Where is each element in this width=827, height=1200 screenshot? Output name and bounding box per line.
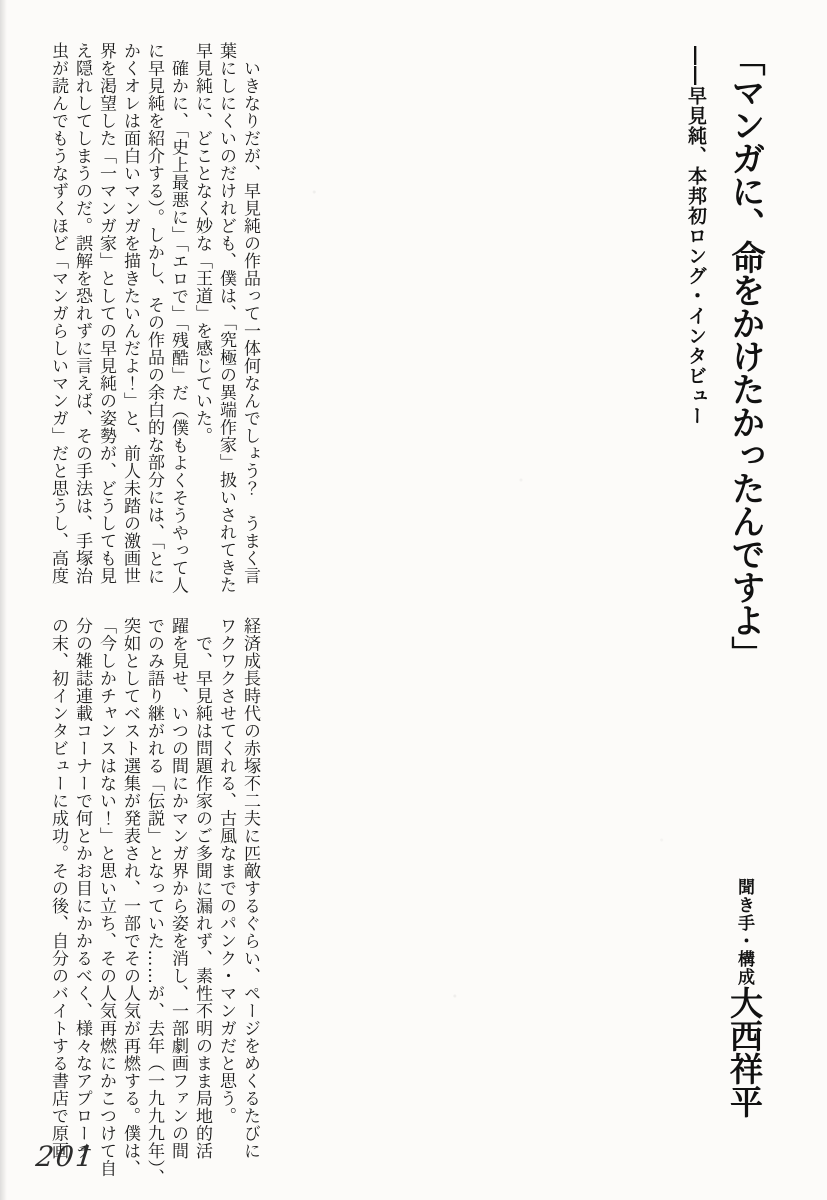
text-column-line: 確かに、「史上最悪に」「エロで」「残酷」だ（僕もよくそうやって人 xyxy=(168,42,188,594)
intro-text-block-upper xyxy=(46,42,262,594)
interviewer-credit xyxy=(721,878,768,1118)
text-column-line: の末、初インタビューに成功。その後、自分のバイトする書店で原画 xyxy=(48,617,68,1160)
text-column-line: 葉にしにくいのだけれども、僕は、「究極の異端作家」扱いされてきた xyxy=(216,42,236,594)
credit-role: 聞き手・構成 xyxy=(734,878,754,986)
credit-name: 大西祥平 xyxy=(725,986,764,1118)
text-column-line: ワクワクさせてくれる、古風なまでのパンク・マンガだと思う。 xyxy=(216,617,236,1125)
article-subtitle: ――早見純、本邦初ロング・インタビュー xyxy=(685,46,707,426)
article-title: 「マンガに、命をかけたかったんですよ」 xyxy=(725,42,765,669)
text-column-line: 躍を見せ、いつの間にかマンガ界から姿を消し、一部劇画ファンの間 xyxy=(168,617,188,1160)
text-column-line: 「今しかチャンスはない！」と思い立ち、その人気再燃にかこつけて自 xyxy=(96,617,116,1177)
text-column-line: に早見純を紹介する）。しかし、その作品の余白的な部分には、「とに xyxy=(144,42,164,585)
scan-edge-shadow xyxy=(0,0,7,1200)
text-column-line: でのみ語り継がれる「伝説」となっていた……が、去年（一九九九年）、 xyxy=(144,617,164,1186)
text-column-line: え隠れしてしまうのだ。誤解を恐れずに言えば、その手法は、手塚治 xyxy=(72,42,92,585)
text-column-line: で、早見純は問題作家のご多聞に漏れず、素性不明のまま局地的活 xyxy=(192,617,212,1160)
text-column-line: 界を渇望した「一マンガ家」としての早見純の姿勢が、どうしても見 xyxy=(96,42,116,585)
text-column-line: いきなりだが、早見純の作品って一体何なんでしょう？ うまく言 xyxy=(240,42,260,585)
text-column-line: 経済成長時代の赤塚不二夫に匹敵するぐらい、ページをめくるたびに xyxy=(240,617,260,1160)
text-column-line: 分の雑誌連載コーナーで何とかお目にかかるべく、様々なアプローチ xyxy=(72,617,92,1160)
text-column-line: 突如としてベスト選集が発表され、一部でその人気が再燃する。僕は、 xyxy=(120,617,140,1177)
text-column-line: 早見純に、どことなく妙な「王道」を感じていた。 xyxy=(192,42,212,445)
intro-text-block-lower xyxy=(46,617,262,1186)
text-column-line: かくオレは面白いマンガを描きたいんだよ！」と、前人未踏の激画世 xyxy=(120,42,140,585)
page-number: 201 xyxy=(34,1140,98,1173)
text-column-line: 虫が読んでもうなずくほど「マンガらしいマンガ」だと思うし、高度 xyxy=(48,42,68,585)
